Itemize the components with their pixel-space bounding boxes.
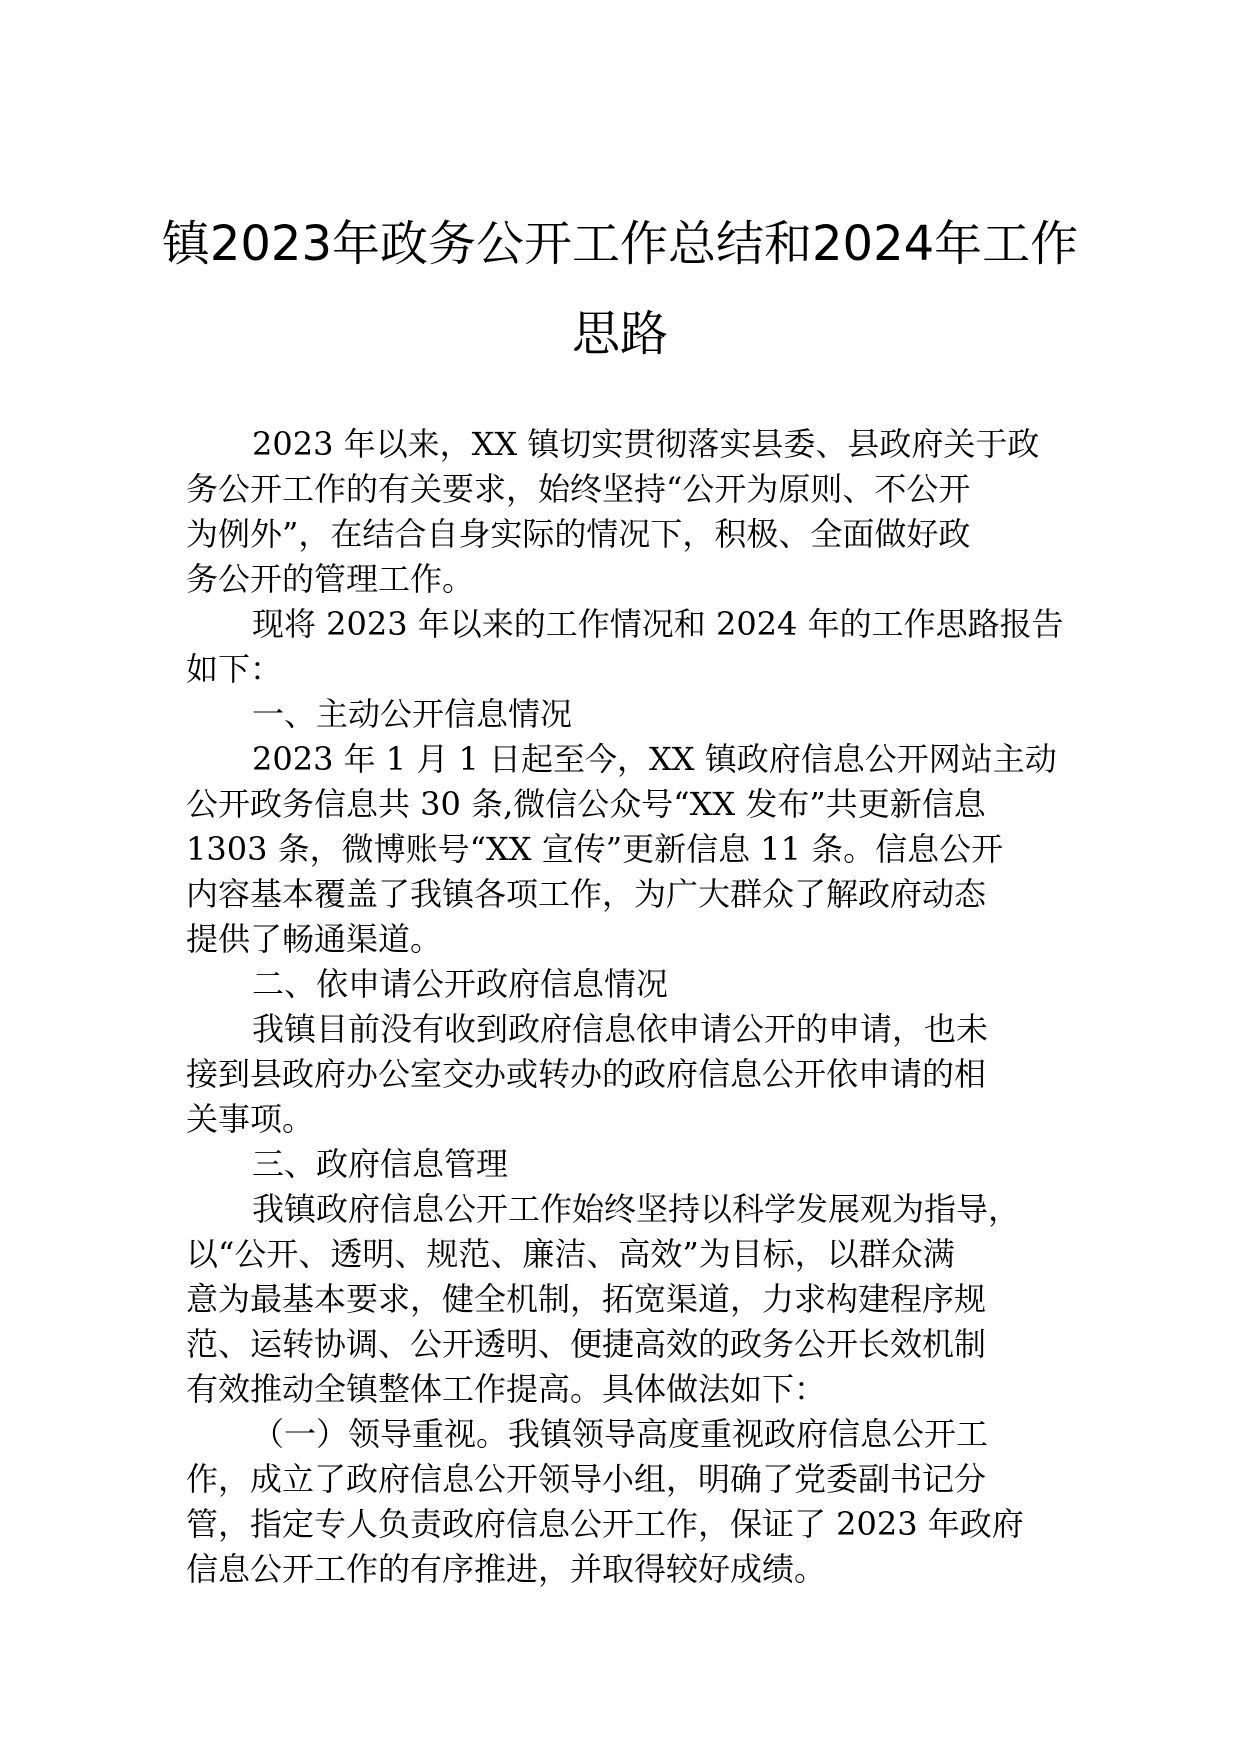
paragraph-line: （一）领导重视。我镇领导高度重视政府信息公开工 (252, 1415, 989, 1453)
paragraph-line: 如下： (186, 650, 283, 688)
paragraph-line: 我镇政府信息公开工作始终坚持以科学发展观为指导， (252, 1190, 1021, 1228)
paragraph-line: 关事项。 (186, 1100, 315, 1138)
paragraph-line: 为例外”，在结合自身实际的情况下，积极、全面做好政 (186, 515, 971, 553)
document-body (186, 422, 1086, 1592)
paragraph-line: 务公开的管理工作。 (186, 560, 475, 598)
paragraph-line: 务公开工作的有关要求，始终坚持“公开为原则、不公开 (186, 470, 971, 508)
paragraph-line: 以“公开、透明、规范、廉洁、高效”为目标，以群众满 (186, 1235, 955, 1273)
paragraph-line: 提供了畅通渠道。 (186, 920, 443, 958)
paragraph-line: 意为最基本要求，健全机制，拓宽渠道，力求构建程序规 (186, 1280, 987, 1318)
section-heading: 二、依申请公开政府信息情况 (252, 965, 669, 1003)
paragraph-line: 范、运转协调、公开透明、便捷高效的政务公开长效机制 (186, 1325, 987, 1363)
paragraph-line: 1303 条，微博账号“XX 宣传”更新信息 11 条。信息公开 (186, 830, 1004, 868)
document-title-line-2: 思路 (571, 306, 668, 362)
paragraph-line: 2023 年以来，XX 镇切实贯彻落实县委、县政府关于政 (252, 425, 1040, 463)
paragraph-line: 信息公开工作的有序推进，并取得较好成绩。 (186, 1550, 827, 1588)
document-title-line-1: 镇2023年政务公开工作总结和2024年工作 (161, 216, 1079, 272)
section-heading: 三、政府信息管理 (252, 1145, 509, 1183)
paragraph-line: 作，成立了政府信息公开领导小组，明确了党委副书记分 (186, 1460, 987, 1498)
paragraph-line: 内容基本覆盖了我镇各项工作，为广大群众了解政府动态 (186, 875, 987, 913)
section-heading: 一、主动公开信息情况 (252, 695, 573, 733)
paragraph-line: 管，指定专人负责政府信息公开工作，保证了 2023 年政府 (186, 1505, 1024, 1543)
paragraph-line: 现将 2023 年以来的工作情况和 2024 年的工作思路报告 (252, 605, 1064, 643)
paragraph-line: 2023 年 1 月 1 日起至今，XX 镇政府信息公开网站主动 (252, 740, 1057, 778)
paragraph-line: 有效推动全镇整体工作提高。具体做法如下： (186, 1370, 827, 1408)
paragraph-line: 公开政务信息共 30 条,微信公众号“XX 发布”共更新信息 (186, 785, 986, 823)
paragraph-line: 我镇目前没有收到政府信息依申请公开的申请，也未 (252, 1010, 989, 1048)
paragraph-line: 接到县政府办公室交办或转办的政府信息公开依申请的相 (186, 1055, 987, 1093)
